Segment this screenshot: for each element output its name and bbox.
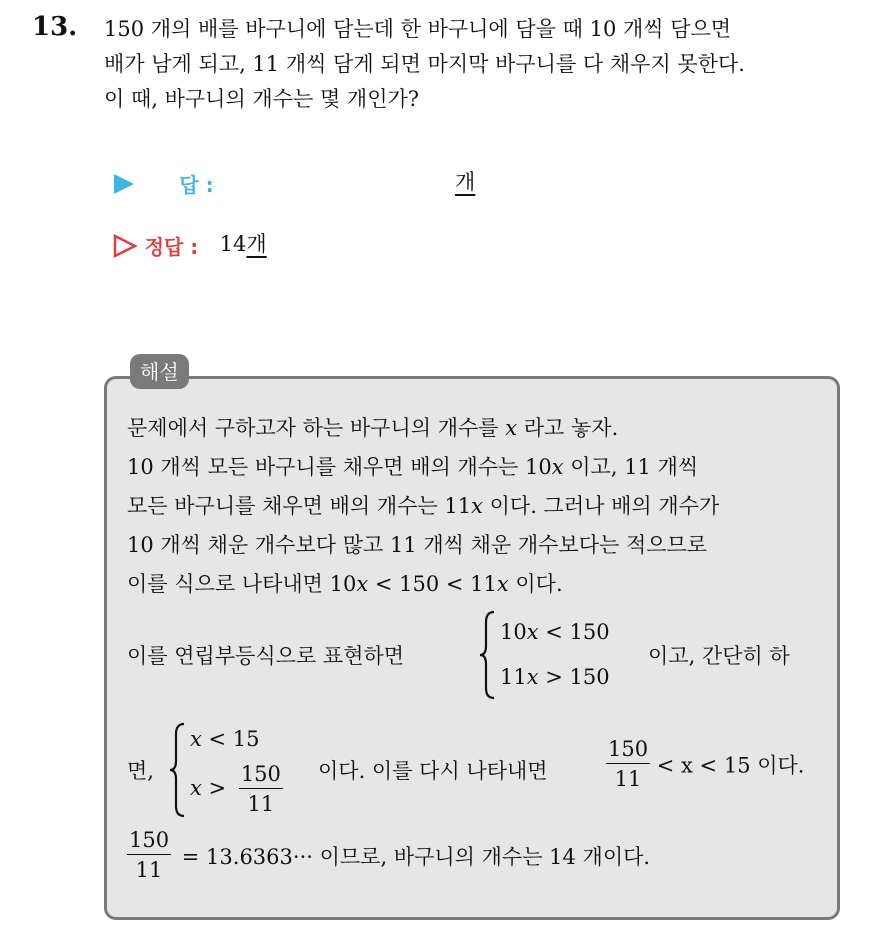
- fraction: $\frac{150}{11}$: [608, 737, 649, 791]
- explanation-line-1: 문제에서 구하고자 하는 바구니의 개수를 x 라고 놓자.: [127, 416, 619, 440]
- explanation-line-2: 10 개씩 모든 바구니를 채우면 배의 개수는 10x 이고, 11 개씩: [127, 455, 699, 479]
- question-line: 배가 남게 되고, 11 개씩 담게 되면 마지막 바구니를 다 채우지 못한다.: [104, 52, 745, 76]
- answer-row: [112, 166, 475, 198]
- question-line: 150 개의 배를 바구니에 담는데 한 바구니에 담을 때 10 개씩 담으면: [104, 17, 732, 41]
- answer-label: 답 :: [179, 173, 214, 197]
- final-line: $\frac{150}{11}$ = 13.6363··· 이므로, 바구니의 개수는 14 개이다.: [127, 826, 650, 885]
- variable-x: x: [505, 416, 518, 440]
- explanation-line-5: 이를 식으로 나타내면 10x < 150 < 11x 이다.: [127, 572, 563, 596]
- correct-label: 정답 :: [144, 235, 199, 259]
- fraction: $\frac{150}{11}$: [129, 828, 170, 882]
- simplified-start: 면,: [127, 759, 154, 783]
- answer-unit: 개: [455, 170, 476, 194]
- correct-unit: 개: [246, 232, 267, 256]
- left-brace-icon: [478, 610, 498, 700]
- range-expression: $\frac{150}{11}$ < x < 15 이다.: [606, 735, 804, 794]
- question-number: 13.: [32, 12, 78, 42]
- simplified-after: 이다. 이를 다시 나타내면: [318, 759, 548, 783]
- system-after: 이고, 간단히 하: [648, 644, 790, 668]
- explanation-line-4: 10 개씩 채운 개수보다 많고 11 개씩 채운 개수보다는 적으므로: [127, 533, 708, 557]
- fraction: $\frac{150}{11}$: [240, 762, 281, 816]
- system-line-1: 10x < 150: [500, 620, 610, 644]
- explanation-tag: 해설: [130, 354, 189, 389]
- simplified-line-2: x > $\frac{150}{11}$: [190, 760, 283, 819]
- simplified-line-1: x < 15: [190, 727, 260, 751]
- correct-value: 14: [219, 232, 247, 256]
- system-line-2: 11x > 150: [500, 665, 610, 689]
- system-intro: 이를 연립부등식으로 표현하면: [127, 644, 405, 668]
- play-filled-icon: [112, 172, 136, 196]
- question-text: [104, 12, 874, 117]
- question-line: 이 때, 바구니의 개수는 몇 개인가?: [104, 87, 420, 111]
- left-brace-icon: [168, 722, 188, 818]
- play-outline-icon: [112, 233, 138, 259]
- explanation-line-3: 모든 바구니를 채우면 배의 개수는 11x 이다. 그러나 배의 개수가: [127, 494, 720, 518]
- correct-answer-row: [112, 228, 267, 260]
